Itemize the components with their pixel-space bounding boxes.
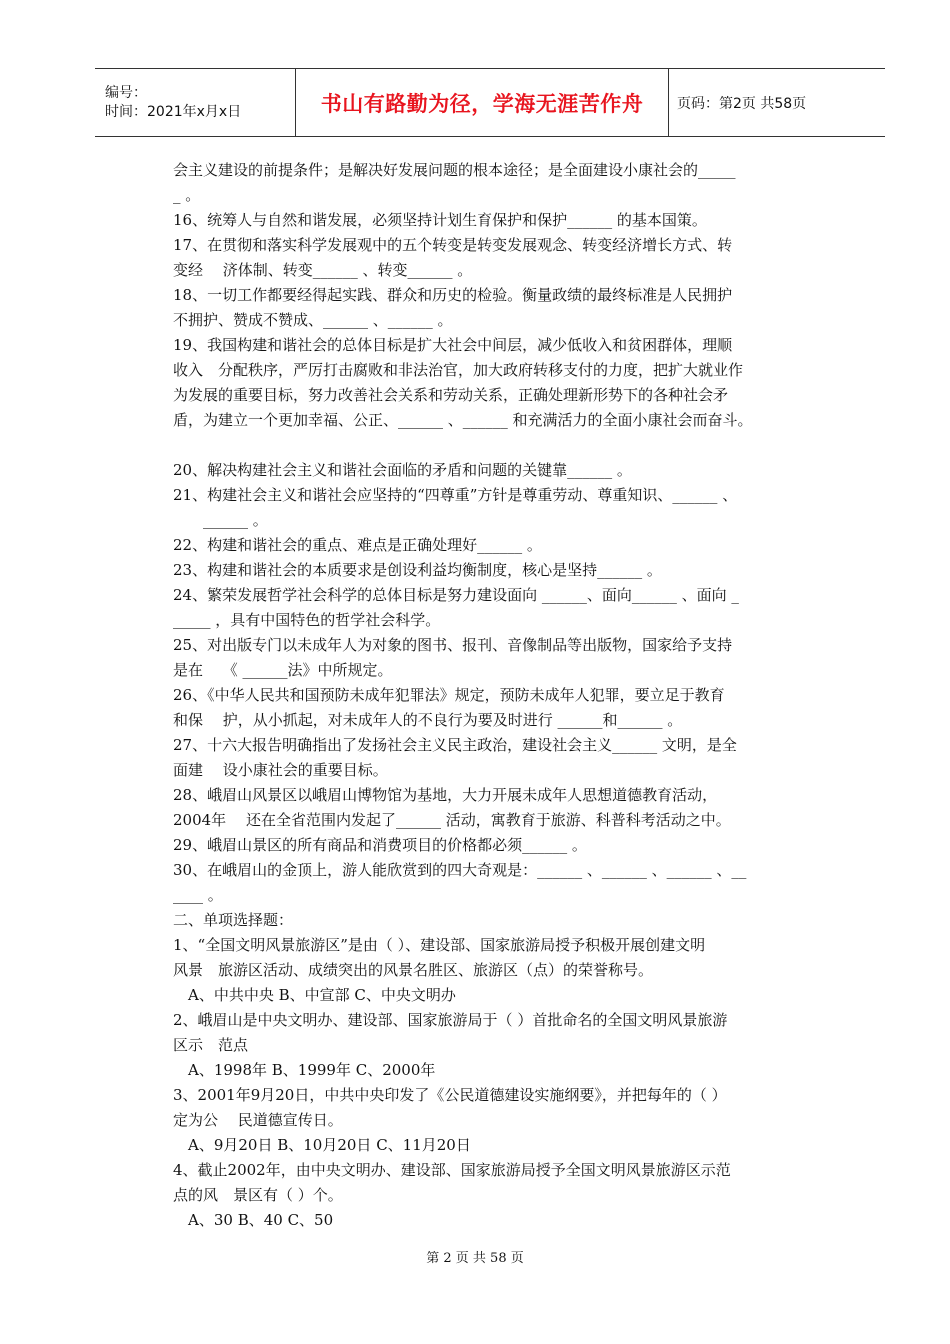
document-body: [173, 158, 813, 1233]
text-line: 28、峨眉山风景区以峨眉山博物馆为基地，大力开展未成年人思想道德教育活动，: [173, 786, 718, 804]
text-line: 23、构建和谐社会的本质要求是创设利益均衡制度，核心是坚持______ 。: [173, 561, 662, 579]
text-line: 会主义建设的前提条件；是解决好发展问题的根本途径；是全面建设小康社会的_____: [173, 161, 736, 179]
text-line: 18、一切工作都要经得起实践、群众和历史的检验。衡量政绩的最终标准是人民拥护: [173, 286, 733, 304]
text-line: 3、2001年9月20日，中共中央印发了《公民道德建设实施纲要》，并把每年的（ ）: [173, 1086, 727, 1104]
text-line: 29、峨眉山景区的所有商品和消费项目的价格都必须______ 。: [173, 836, 587, 854]
text-line: 收入 分配秩序，严厉打击腐败和非法治官，加大政府转移支付的力度，把扩大就业作: [173, 361, 744, 379]
text-line: 定为公 民道德宣传日。: [173, 1111, 343, 1129]
text-line: 是在 《 ______法》中所规定。: [173, 661, 393, 679]
text-line: 22、构建和谐社会的重点、难点是正确处理好______ 。: [173, 536, 542, 554]
text-line: 不拥护、赞成不赞成、______ 、______ 。: [173, 311, 453, 329]
text-line: 变经 济体制、转变______ 、转变______ 。: [173, 261, 473, 279]
text-line: ______ 。: [173, 511, 268, 529]
text-line: A、中共中央 B、中宣部 C、中央文明办: [173, 986, 456, 1004]
page-header: [95, 68, 885, 137]
text-line: A、9月20日 B、10月20日 C、11月20日: [173, 1136, 471, 1154]
text-line: A、1998年 B、1999年 C、2000年: [173, 1061, 436, 1079]
text-line: 17、在贯彻和落实科学发展观中的五个转变是转变发展观念、转变经济增长方式、转: [173, 236, 733, 254]
text-line: 26、《中华人民共和国预防未成年犯罪法》规定，预防未成年人犯罪，要立足于教育: [173, 686, 725, 704]
text-line: 和保 护，从小抓起，对未成年人的不良行为要及时进行 ______和______ 。: [173, 711, 683, 729]
text-line: _____ ，具有中国特色的哲学社会科学。: [173, 611, 441, 629]
text-line: 30、在峨眉山的金顶上，游人能欣赏到的四大奇观是：______ 、______ 、______ 、__: [173, 861, 747, 879]
header-meta: [95, 69, 295, 136]
text-line: 盾，为建立一个更加幸福、公正、______ 、______ 和充满活力的全面小康社会而奋斗。: [173, 411, 753, 429]
text-line: 25、对出版专门以未成年人为对象的图书、报刊、音像制品等出版物，国家给予支持: [173, 636, 733, 654]
text-line: 面建 设小康社会的重要目标。: [173, 761, 388, 779]
text-line: 为发展的重要目标，努力改善社会关系和劳动关系，正确处理新形势下的各种社会矛: [173, 386, 729, 404]
time-label: 时间：2021年x月x日: [105, 103, 242, 120]
text-line: 二、单项选择题：: [173, 911, 294, 929]
header-page-info: 页码：第2页 共58页: [677, 95, 807, 112]
code-label: 编号：: [105, 84, 147, 101]
text-line: 21、构建社会主义和谐社会应坚持的“四尊重”方针是尊重劳动、尊重知识、______ 、: [173, 486, 738, 504]
text-line: A、30 B、40 C、50: [173, 1211, 334, 1229]
text-line: 1、“全国文明风景旅游区”是由（ ）、建设部、国家旅游局授予积极开展创建文明: [173, 936, 706, 954]
text-line: 区示 范点: [173, 1036, 249, 1054]
text-line: [173, 433, 813, 458]
text-line: ____ 。: [173, 886, 223, 904]
text-line: 点的风 景区有（ ）个。: [173, 1186, 343, 1204]
text-line: 27、十六大报告明确指出了发扬社会主义民主政治，建设社会主义______ 文明，是全: [173, 736, 737, 754]
text-line: 风景 旅游区活动、成绩突出的风景名胜区、旅游区（点）的荣誉称号。: [173, 961, 654, 979]
text-line: 20、解决构建社会主义和谐社会面临的矛盾和问题的关键靠______ 。: [173, 461, 632, 479]
text-line: 2004年 还在全省范围内发起了______ 活动，寓教育于旅游、科普科考活动之中。: [173, 811, 731, 829]
page-footer: 第 2 页 共 58 页: [426, 1251, 524, 1266]
motto-text: 书山有路勤为径，学海无涯苦作舟: [320, 91, 644, 116]
text-line: 16、统筹人与自然和谐发展，必须坚持计划生育保护和保护______ 的基本国策。: [173, 211, 707, 229]
header-motto-cell: [295, 69, 669, 136]
text-line: _ 。: [173, 186, 201, 204]
text-line: 19、我国构建和谐社会的总体目标是扩大社会中间层，减少低收入和贫困群体，理顺: [173, 336, 733, 354]
text-line: 2、峨眉山是中央文明办、建设部、国家旅游局于（ ）首批命名的全国文明风景旅游: [173, 1011, 728, 1029]
text-line: 24、繁荣发展哲学社会科学的总体目标是努力建设面向 ______、面向______ 、面向 _: [173, 586, 739, 604]
text-line: 4、截止2002年，由中央文明办、建设部、国家旅游局授予全国文明风景旅游区示范: [173, 1161, 731, 1179]
